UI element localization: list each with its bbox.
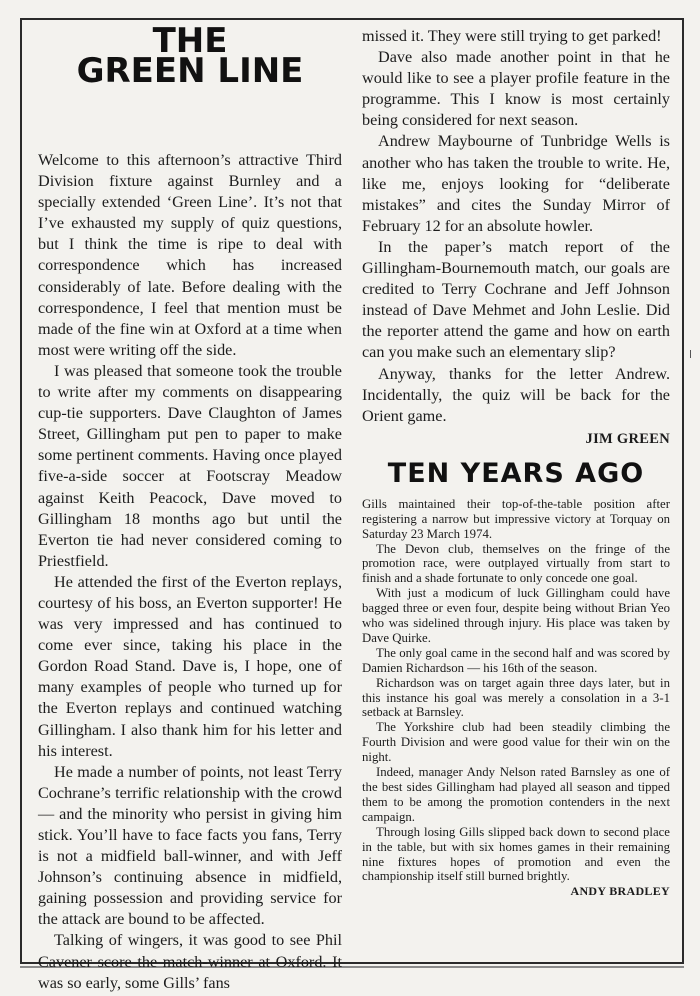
ten-years-ago-title: TEN YEARS AGO bbox=[387, 457, 645, 489]
article-paragraph: missed it. They were still trying to get parked! bbox=[362, 27, 662, 45]
margin-mark bbox=[690, 350, 691, 358]
ten-years-paragraph: The only goal came in the second half and was scored by Damien Richardson — his 16th of the season. bbox=[362, 645, 670, 675]
ten-years-ago-body bbox=[362, 497, 670, 885]
ten-years-paragraph: Gills maintained their top-of-the-table position after registering a narrow but impressive victory at Torquay on Saturday 23 March 1974. bbox=[362, 496, 670, 541]
article-body-left bbox=[38, 150, 342, 994]
left-column bbox=[38, 21, 342, 992]
article-paragraph: Anyway, thanks for the letter Andrew. Incidentally, the quiz will be back for the Orient game. bbox=[362, 364, 670, 425]
ten-years-paragraph: The Yorkshire club had been steadily climbing the Fourth Division and were good value for their win on the night. bbox=[362, 720, 670, 765]
article-paragraph: Dave also made another point in that he would like to see a player profile feature in the programme. This I know is most certainly being considered for next season. bbox=[362, 48, 670, 130]
article-paragraph: He attended the first of the Everton replays, courtesy of his boss, an Everton supporter! He was very impressed and has continued to come ever since, taking his place in the Gordon Road Stand. Dave is, I hope, one of many examples of people who turned up for the Everton replays and continued watching Gillingham. I also thank him for his letter and his interest. bbox=[38, 572, 342, 760]
article-paragraph: In the paper’s match report of the Gillingham-Bournemouth match, our goals are credited to Terry Cochrane and Jeff Johnson instead of Dave Mehmet and John Leslie. Did the reporter attend the game and how on earth can you make such an elementary slip? bbox=[362, 237, 670, 362]
ten-years-paragraph: The Devon club, themselves on the fringe of the promotion race, were outplayed virtually from start to finish and a shade fortunate to only concede one goal. bbox=[362, 541, 670, 586]
ten-years-paragraph: Through losing Gills slipped back down to second place in the table, but with six homes games in their remaining nine fixtures hopes of promotion and even the championship itself still burned brightly. bbox=[362, 824, 670, 884]
article-author: JIM GREEN bbox=[585, 430, 670, 447]
ten-years-author: ANDY BRADLEY bbox=[570, 884, 670, 899]
ten-years-paragraph: With just a modicum of luck Gillingham could have bagged three or even four, despite being without Brian Yeo who was sidelined through injury. His place was taken by Dave Quirke. bbox=[362, 586, 670, 645]
right-column bbox=[362, 26, 670, 956]
article-title bbox=[38, 21, 342, 91]
ten-years-paragraph: Richardson was on target again three days later, but in this instance his goal was merely a consolation in a 3-1 setback at Barnsley. bbox=[362, 675, 670, 720]
article-paragraph: Talking of wingers, it was good to see Phil Cavener score the match-winner at Oxford. It was so early, some Gills’ fans bbox=[38, 931, 342, 992]
ten-years-paragraph: Indeed, manager Andy Nelson rated Barnsley as one of the best sides Gillingham had played all season and tipped them to be among the promotion contenders in the next campaign. bbox=[362, 765, 670, 824]
article-paragraph: I was pleased that someone took the trouble to write after my comments on disappearing cup-tie supporters. Dave Claughton of James Street, Gillingham put pen to paper to make some pertinent comments. Having once played five-a-side soccer at Footscray Meadow against Keith Peacock, Dave moved to Gillingham 18 months ago but until the Everton tie had never considered coming to Priestfield. bbox=[38, 361, 342, 570]
article-body-right bbox=[362, 26, 670, 427]
article-title-line-2: GREEN LINE bbox=[76, 51, 304, 91]
article-title-line-1: THE bbox=[152, 21, 228, 61]
article-paragraph: Andrew Maybourne of Tunbridge Wells is another who has taken the trouble to write. He, like me, enjoys looking for “deliberate mistakes” and cites the Sunday Mirror of February 12 for an absolute howler. bbox=[362, 132, 670, 235]
article-paragraph: Welcome to this afternoon’s attractive Third Division fixture against Burnley and a specially extended ‘Green Line’. It’s not that I’ve exhausted my supply of quiz questions, but I think the time is ripe to deal with correspondence which has increased considerably of late. Before dealing with the correspondence, I feel that mention must be made of the fine win at Oxford at a time when most were writing off the side. bbox=[38, 151, 342, 359]
article-paragraph: He made a number of points, not least Terry Cochrane’s terrific relationship with the crowd — and the minority who persist in giving him stick. You’ll have to face facts you fans, Terry is not a midfield ball-winner, and with Jeff Johnson’s continuing absence in midfield, gaining possession and providing service for the attack are bound to be affected. bbox=[38, 762, 342, 929]
